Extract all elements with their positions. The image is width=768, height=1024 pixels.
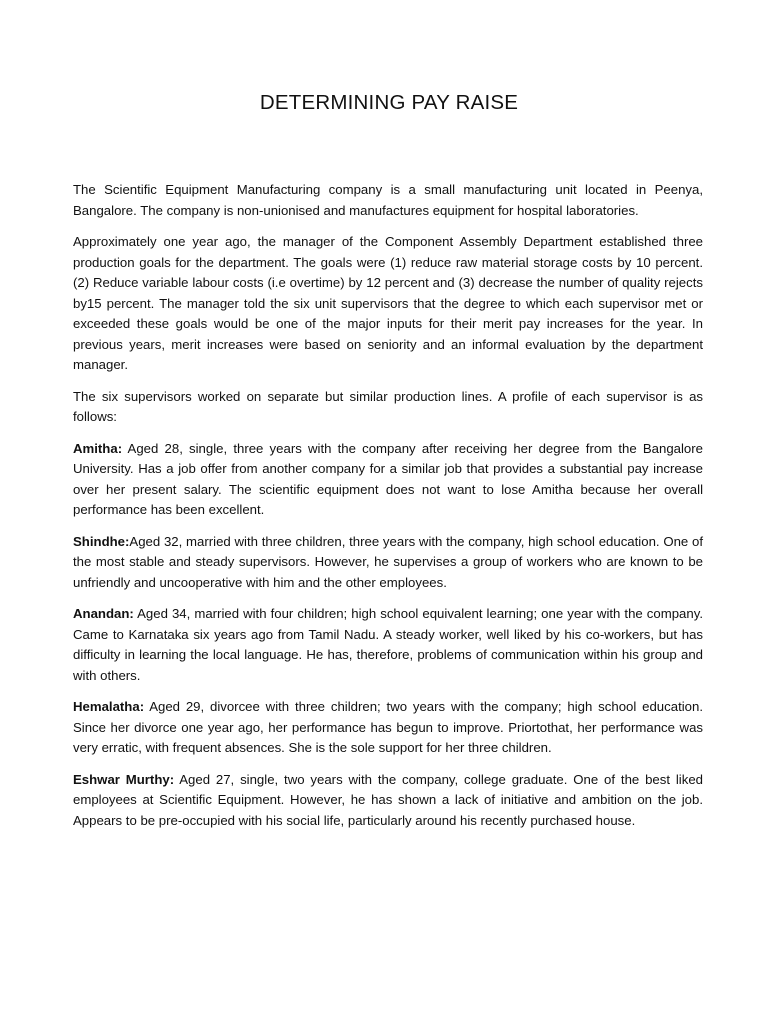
profile-text: Aged 27, single, two years with the company, college graduate. One of the best liked employees at Scientific Equipment. However, he has shown a lack of initiative and ambition on the job. Appears to be pre-occupied with his social life, particularly around his recently purchased house. (73, 771, 703, 828)
profile-name: Anandan: (73, 606, 134, 621)
profile-hemalatha (73, 697, 703, 759)
profile-name: Shindhe: (73, 533, 130, 549)
intro-paragraph: The Scientific Equipment Manufacturing company is a small manufacturing unit located in Peenya, Bangalore. The company is non-unionised and manufactures equipment for hospital laboratories. (73, 182, 703, 218)
supervisors-paragraph: The six supervisors worked on separate but similar production lines. A profile of each supervisor is as follows: (73, 388, 703, 424)
profile-text: Aged 32, married with three children, three years with the company, high school education. One of the most stable and steady supervisors. However, he supervises a group of workers who are known to be unfriendly and uncooperative with him and the other employees. (73, 533, 703, 590)
profile-name: Hemalatha: (73, 699, 145, 714)
profile-name: Eshwar Murthy: (73, 771, 175, 787)
profile-shindhe (73, 532, 703, 594)
goals-paragraph: Approximately one year ago, the manager of the Component Assembly Department established three production goals for the department. The goals were (1) reduce raw material storage costs by 10 percent. (2) Reduce variable labour costs (i.e overtime) by 12 percent and (3) decrease the number of quality rejects by15 percent. The manager told the six unit supervisors that the degree to which each supervisor met or exceeded these goals would be one of the major inputs for their merit pay increases for the year. In previous years, merit increases were based on seniority and an informal evaluation by the department manager. (73, 234, 703, 372)
document-body (73, 180, 703, 842)
profile-text: Aged 28, single, three years with the company after receiving her degree from the Bangalore University. Has a job offer from another company for a similar job that provides a substantial pay increase over her present salary. The scientific equipment does not want to lose Amitha because her overall performance has been excellent. (73, 440, 703, 517)
profile-anandan (73, 604, 703, 686)
profile-name: Amitha: (73, 440, 123, 456)
profile-text: Aged 34, married with four children; high school equivalent learning; one year with the company. Came to Karnataka six years ago from Tamil Nadu. A steady worker, well liked by his co-workers, but has difficulty in learning the local language. He has, therefore, problems of communication within his group and with others. (73, 606, 703, 683)
profile-amitha (73, 439, 703, 521)
page-title: DETERMINING PAY RAISE (259, 91, 519, 114)
profile-text: Aged 29, divorcee with three children; two years with the company; high school education. Since her divorce one year ago, her performance has begun to improve. Priortothat, her performance was very erratic, with frequent absences. She is the sole support for her three children. (73, 699, 703, 755)
profile-eshwar-murthy (73, 770, 703, 832)
